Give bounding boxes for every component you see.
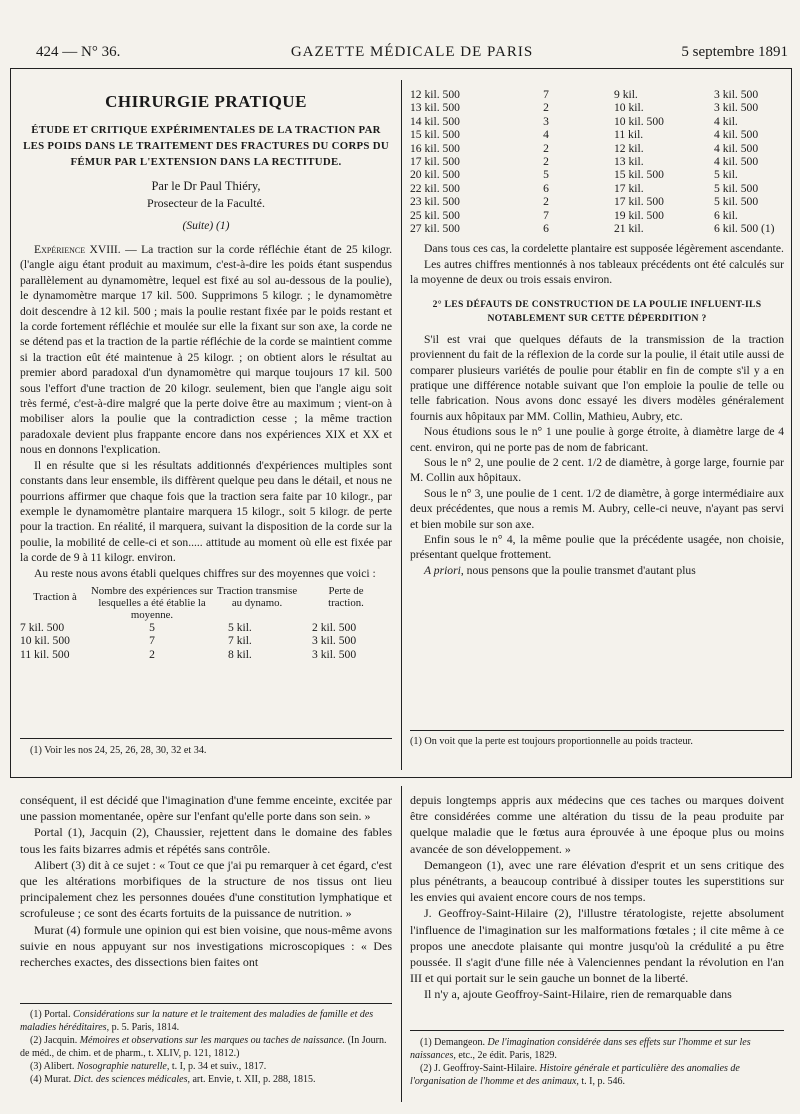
table-cell: 20 kil. 500 xyxy=(410,168,460,182)
table-cell: 6 xyxy=(543,222,549,236)
footnote-rest: (In Journ. de méd., de chim. et de pharm., t. XLIV, p. 121, 1812.) xyxy=(20,1035,387,1059)
lower-column-divider xyxy=(401,786,402,1102)
table-cell: 16 kil. 500 xyxy=(410,141,460,155)
table-cell: 21 kil. xyxy=(614,222,644,236)
table-cell: 2 kil. 500 xyxy=(312,620,357,634)
footnote-number: (2) Jacquin. xyxy=(30,1035,78,1046)
footnote-rest: t. I, p. 546. xyxy=(578,1076,625,1087)
table-cell: 22 kil. 500 xyxy=(410,181,460,195)
table-cell: 2 xyxy=(543,141,549,155)
a-priori-text: , nous pensons que la poulie transmet d'autant plus xyxy=(460,563,696,577)
footnote-number: (1) Portal. xyxy=(30,1009,71,1020)
table-cell: 5 kil. 500 xyxy=(714,181,759,195)
paragraph-portal: Portal (1), Jacquin (2), Chaussier, rejettent dans le domaine des fables tous les faits bizarres admis et répétés sans contrôle. xyxy=(20,825,392,856)
table-cell: 2 xyxy=(543,155,549,169)
table-cell: 6 xyxy=(543,181,549,195)
paragraph-alibert: Alibert (3) dit à ce sujet : « Tout ce que j'ai pu remarquer à cet égard, c'est que les altérations morbifiques de la structure de nos tissus ont lieu principalement chez les personnes douées d'une constitution lymphatique et scrofuleuse ; ce sont des écarts fortuits de la puissance de nutrition. » xyxy=(20,857,392,921)
table-cell: 27 kil. 500 xyxy=(410,222,460,236)
footnote-alibert xyxy=(20,1060,392,1073)
paragraph-results: Il en résulte que si les résultats additionnés d'expériences multiples sont constants dans leur ensemble, ils diffèrent quelque peu dans le détail, et nous ne pourrions affirmer que chaque fois que la traction sera faite par 10 kilogr., par exemple le dynamomètre plantaire marquera 15 kilogr., soit 5 kilogr. de perte pour la traction. En réalité, il marquera, suivant la disposition de la corde sur la poulie, la mobilité de celle-ci et son..... attitude au moment où elle est fixée par la corde de 9 à 11 kilogr. environ. xyxy=(20,458,392,565)
table-header-row xyxy=(20,585,392,621)
footnote-rest: t. I, p. 34 et suiv., 1817. xyxy=(169,1061,267,1072)
column-divider xyxy=(401,80,402,770)
lower-footnote-rule-left xyxy=(20,1003,392,1004)
table-cell: 23 kil. 500 xyxy=(410,195,460,209)
left-rule xyxy=(10,68,11,778)
paragraph-defects: S'il est vrai que quelques défauts de la transmission de la traction proviennent du fait de la réflexion de la corde sur la poulie, il était utile aussi de comparer plusieurs variétés de poulie pour établir en fin de compte s'il y a en pratique une différence notable suivant que l'on emploie la poulie de telle ou telle fabrication. Nous avons donc essayé les divers modèles généralement fournis aux hôpitaux par MM. Collin, Mathieu, Aubry, etc. xyxy=(410,332,784,423)
footnote-title: Mémoires et observations sur les marques ou taches de naissance. xyxy=(79,1035,346,1046)
footnote-number: (4) Murat. xyxy=(30,1074,72,1085)
footnote-number: (1) Demangeon. xyxy=(420,1037,485,1048)
table-row xyxy=(410,155,784,168)
paragraph-murat: Murat (4) formule une opinion qui est bien voisine, que nous-même avons suivie en nous appuyant sur nos investigations microscopiques : « Des recherches exactes, des dissections bien faites ont xyxy=(20,922,392,970)
table-cell: 9 kil. xyxy=(614,88,638,101)
table-row xyxy=(410,115,784,128)
table-cell: 10 kil. 500 xyxy=(20,634,70,648)
table-cell: 3 kil. 500 xyxy=(714,101,759,115)
table-cell: 10 kil. 500 xyxy=(614,114,664,128)
top-rule xyxy=(10,68,792,69)
table-cell: 17 kil. 500 xyxy=(614,195,664,209)
suite-note: (Suite) (1) xyxy=(182,220,230,232)
footnote-title: De l'imagination considérée dans ses effets sur l'homme et sur les naissances, xyxy=(410,1037,751,1061)
upper-right-column xyxy=(410,88,784,578)
author: Par le Dr Paul Thiéry, xyxy=(151,179,261,193)
table-cell: 8 kil. xyxy=(228,647,252,661)
footnote-number: (3) Alibert. xyxy=(30,1061,75,1072)
table-cell: 15 kil. 500 xyxy=(410,128,460,142)
table-cell: 2 xyxy=(543,195,549,209)
table-cell: 7 kil. xyxy=(228,634,252,648)
table-cell: 10 kil. xyxy=(614,101,644,115)
paragraph-imagination: conséquent, il est décidé que l'imagination d'une femme enceinte, excitée par une passion momentanée, opère sur l'enfant qu'elle porte dans son sein. » xyxy=(20,793,392,824)
table-cell: 13 kil. xyxy=(614,155,644,169)
table-cell: 4 kil. 500 xyxy=(714,155,759,169)
table-cell: 13 kil. 500 xyxy=(410,101,460,115)
paragraph-other-figures: Les autres chiffres mentionnés à nos tableaux précédents ont été calculés sur la moyenne de deux ou trois essais environ. xyxy=(410,257,784,287)
lower-left-column xyxy=(20,792,392,970)
author-role: Prosecteur de la Faculté. xyxy=(147,196,265,210)
table-cell: 4 xyxy=(543,128,549,142)
table-row xyxy=(20,621,392,634)
footnote-title: Dict. des sciences médicales, xyxy=(73,1074,190,1085)
footnote-rest: etc., 2e édit. Paris, 1829. xyxy=(455,1050,557,1061)
paragraph-pulley-3: Sous le n° 3, une poulie de 1 cent. 1/2 de diamètre, à gorge intermédiaire aux deux précédentes, que nous a remis M. Aubry, celle-ci neuve, n'ayant pas servi et bien mobile sur son axe. xyxy=(410,486,784,531)
table-row xyxy=(410,142,784,155)
page-number: 424 — N° 36. xyxy=(36,44,121,60)
table-row xyxy=(410,182,784,195)
footnote-left: (1) Voir les nos 24, 25, 26, 28, 30, 32 et 34. xyxy=(30,745,207,756)
footnote-number: (2) J. Geoffroy-Saint-Hilaire. xyxy=(420,1063,538,1074)
table-row xyxy=(410,195,784,208)
table-cell: 4 kil. xyxy=(714,114,738,128)
paragraph-rien: Il n'y a, ajoute Geoffroy-Saint-Hilaire, rien de remarquable dans xyxy=(424,987,732,1002)
lower-footnotes-right xyxy=(410,1036,784,1088)
footnote-murat xyxy=(20,1073,392,1086)
footnote-rest: art. Envie, t. XII, p. 288, 1815. xyxy=(189,1074,316,1085)
footnote-title: Considérations sur la nature et le traitement des maladies de famille et des maladies héréditaires, xyxy=(20,1009,374,1033)
footnote-title: Histoire générale et particulière des anomalies de l'organisation de l'homme et des animaux, xyxy=(410,1063,740,1087)
journal-title: GAZETTE MÉDICALE DE PARIS xyxy=(290,44,534,60)
table-cell: 17 kil. 500 xyxy=(410,155,460,169)
table-cell: 12 kil. xyxy=(614,141,644,155)
subsection-heading: 2° LES DÉFAUTS DE CONSTRUCTION DE LA POULIE INFLUENT-ILS NOTABLEMENT SUR CETTE DÉPERDITION ? xyxy=(432,298,762,324)
table-cell: 2 xyxy=(149,647,155,661)
paragraph-experience xyxy=(20,242,392,458)
col-header-transmitted: Traction transmise au dynamo. xyxy=(216,584,298,609)
right-rule xyxy=(791,68,792,778)
page-header xyxy=(36,44,788,66)
table-cell: 4 kil. 500 xyxy=(714,141,759,155)
footnote-jacquin xyxy=(20,1034,392,1060)
averages-table xyxy=(20,585,392,661)
table-cell: 5 xyxy=(543,168,549,182)
table-row xyxy=(410,209,784,222)
table-cell: 5 xyxy=(149,620,155,634)
table-cell: 7 xyxy=(543,88,549,101)
table-cell: 15 kil. 500 xyxy=(614,168,664,182)
table-cell: 5 kil. xyxy=(714,168,738,182)
table-cell: 6 kil. xyxy=(714,208,738,222)
a-priori-italic: A priori xyxy=(424,563,461,577)
paragraph-taches: depuis longtemps appris aux médecins que ces taches ou marques doivent être considérées comme une altération du tissu de la peau produite par quelque maladie que le fœtus aura éprouvée à une époque plus ou moins avancée de son développement. » xyxy=(410,793,784,856)
table-cell: 3 kil. 500 xyxy=(312,647,357,661)
table-row xyxy=(410,101,784,114)
lower-footnote-rule-right xyxy=(410,1030,784,1031)
table-row xyxy=(20,634,392,647)
table-cell: 6 kil. 500 (1) xyxy=(714,222,775,236)
table-cell: 17 kil. xyxy=(614,181,644,195)
col-header-loss: Perte de traction. xyxy=(328,584,364,609)
table-cell: 5 kil. xyxy=(228,620,252,634)
table-cell: 25 kil. 500 xyxy=(410,208,460,222)
table-cell: 11 kil. xyxy=(614,128,644,142)
table-cell: 11 kil. 500 xyxy=(20,647,70,661)
upper-left-column xyxy=(20,92,392,661)
table-cell: 7 kil. 500 xyxy=(20,620,65,634)
table-cell: 7 xyxy=(149,634,155,648)
paragraph-pulley-4: Enfin sous le n° 4, la même poulie que la précédente usagée, non choisie, présentant quelque frottement. xyxy=(410,532,784,562)
paragraph-a-priori xyxy=(410,563,784,578)
table-cell: 4 kil. 500 xyxy=(714,128,759,142)
footnote-rule-right xyxy=(410,730,784,731)
footnote-rest: p. 5. Paris, 1814. xyxy=(109,1022,180,1033)
table-cell: 3 kil. 500 xyxy=(312,634,357,648)
article-subtitle: ÉTUDE ET CRITIQUE EXPÉRIMENTALES DE LA TRACTION PAR LES POIDS DANS LE TRAITEMENT DES FRACTURES DU CORPS DU FÉMUR PAR L'EXTENSION DANS LA RECTITUDE. xyxy=(23,124,389,168)
section-title: CHIRURGIE PRATIQUE xyxy=(105,92,307,111)
experience-text: — La traction sur la corde réfléchie étant de 25 kilogr. (l'angle aigu étant produit au maximum, c'est-à-dire les poids étant suspendus parallèlement au dynamomètre, lequel est fixé au sol au-dessous de la poulie), le dynamomètre marque 17 kil. 500. Supprimons 5 kilogr. ; le dynamomètre doit descendre à 12 kil. 500 ; mais la poulie restant fixée par le poids restant et la corde fortement réfléchie et moulée sur elle la fixant sur son axe, la corde ne se détend pas et la traction de la partie réfléchie de la corde se maintient comme si la traction eût été maintenue à 25 kilogr. ; on obtient alors le résultat au premier abord paradoxal d'un dynamomètre qui marque toujours 17 kil. 500 sous l'effort d'une traction de 20 kilogr. seulement, bien que l'angle aigu soit très fermé, c'est-à-dire malgré que la perte doive être au maximum ; vient-on à mobiliser alors la poulie que la contradiction cesse ; la même traction paradoxale devient plus frappante encore dans nos expériences XIX et XX et nous en donnons l'explication. xyxy=(20,243,392,457)
footnote-portal xyxy=(20,1008,392,1034)
table-row xyxy=(410,88,784,101)
issue-date: 5 septembre 1891 xyxy=(681,44,788,60)
footnote-rule-left xyxy=(20,738,392,739)
paragraph-geoffroy: J. Geoffroy-Saint-Hilaire (2), l'illustre tératologiste, rejette absolument l'influence de l'imagination sur les malformations fœtales ; il cite même à ce propos une anecdote plaisante qui montre jusqu'où la crédulité a pu être poussée. Il s'agit d'une fille née à Valenciennes pendant la révolution en l'an III et qui portait sur le sein gauche un bonnet de la liberté. xyxy=(410,906,784,986)
table-cell: 5 kil. 500 xyxy=(714,195,759,209)
table-cell: 3 xyxy=(543,114,549,128)
table-cell: 14 kil. 500 xyxy=(410,114,460,128)
table-cell: 7 xyxy=(543,208,549,222)
table-row xyxy=(410,168,784,181)
table-row xyxy=(410,222,784,235)
table-cell: 12 kil. 500 xyxy=(410,88,460,101)
experience-label: Expérience XVIII. xyxy=(34,243,121,256)
paragraph-averages: Au reste nous avons établi quelques chiffres sur des moyennes que voici : xyxy=(34,566,376,580)
table-cell: 2 xyxy=(543,101,549,115)
paragraph-pulley-2: Sous le n° 2, une poulie de 2 cent. 1/2 de diamètre, à gorge large, fournie par M. Collin aux hôpitaux. xyxy=(410,455,784,485)
table-row xyxy=(410,128,784,141)
col-header-traction: Traction à xyxy=(33,590,77,603)
table-row xyxy=(20,648,392,661)
paragraph-pulley-1: Nous étudions sous le n° 1 une poulie à gorge étroite, à diamètre large de 4 cent. environ, qui ne porte pas de nom de fabricant. xyxy=(410,425,784,454)
paragraph-demangeon: Demangeon (1), avec une rare élévation d'esprit et un sens critique des plus pénétrants, a beaucoup contribué à dissiper toutes les superstitions sur les envies qui avaient encore cours de nos temps. xyxy=(410,857,784,905)
footnote-demangeon xyxy=(410,1036,784,1062)
lower-right-column xyxy=(410,792,784,1003)
footnote-right: (1) On voit que la perte est toujours proportionnelle au poids tracteur. xyxy=(410,736,693,747)
footnote-geoffroy xyxy=(410,1062,784,1088)
table-cell: 19 kil. 500 xyxy=(614,208,664,222)
lower-footnotes-left xyxy=(20,1008,392,1086)
results-table-continued xyxy=(410,88,784,235)
paragraph-ascending: Dans tous ces cas, la cordelette plantaire est supposée légèrement ascendante. xyxy=(424,242,784,256)
footnote-title: Nosographie naturelle, xyxy=(76,1061,170,1072)
bottom-rule xyxy=(10,777,792,778)
table-cell: 3 kil. 500 xyxy=(714,88,759,101)
col-header-count: Nombre des expériences sur lesquelles a été établie la moyenne. xyxy=(90,584,214,621)
